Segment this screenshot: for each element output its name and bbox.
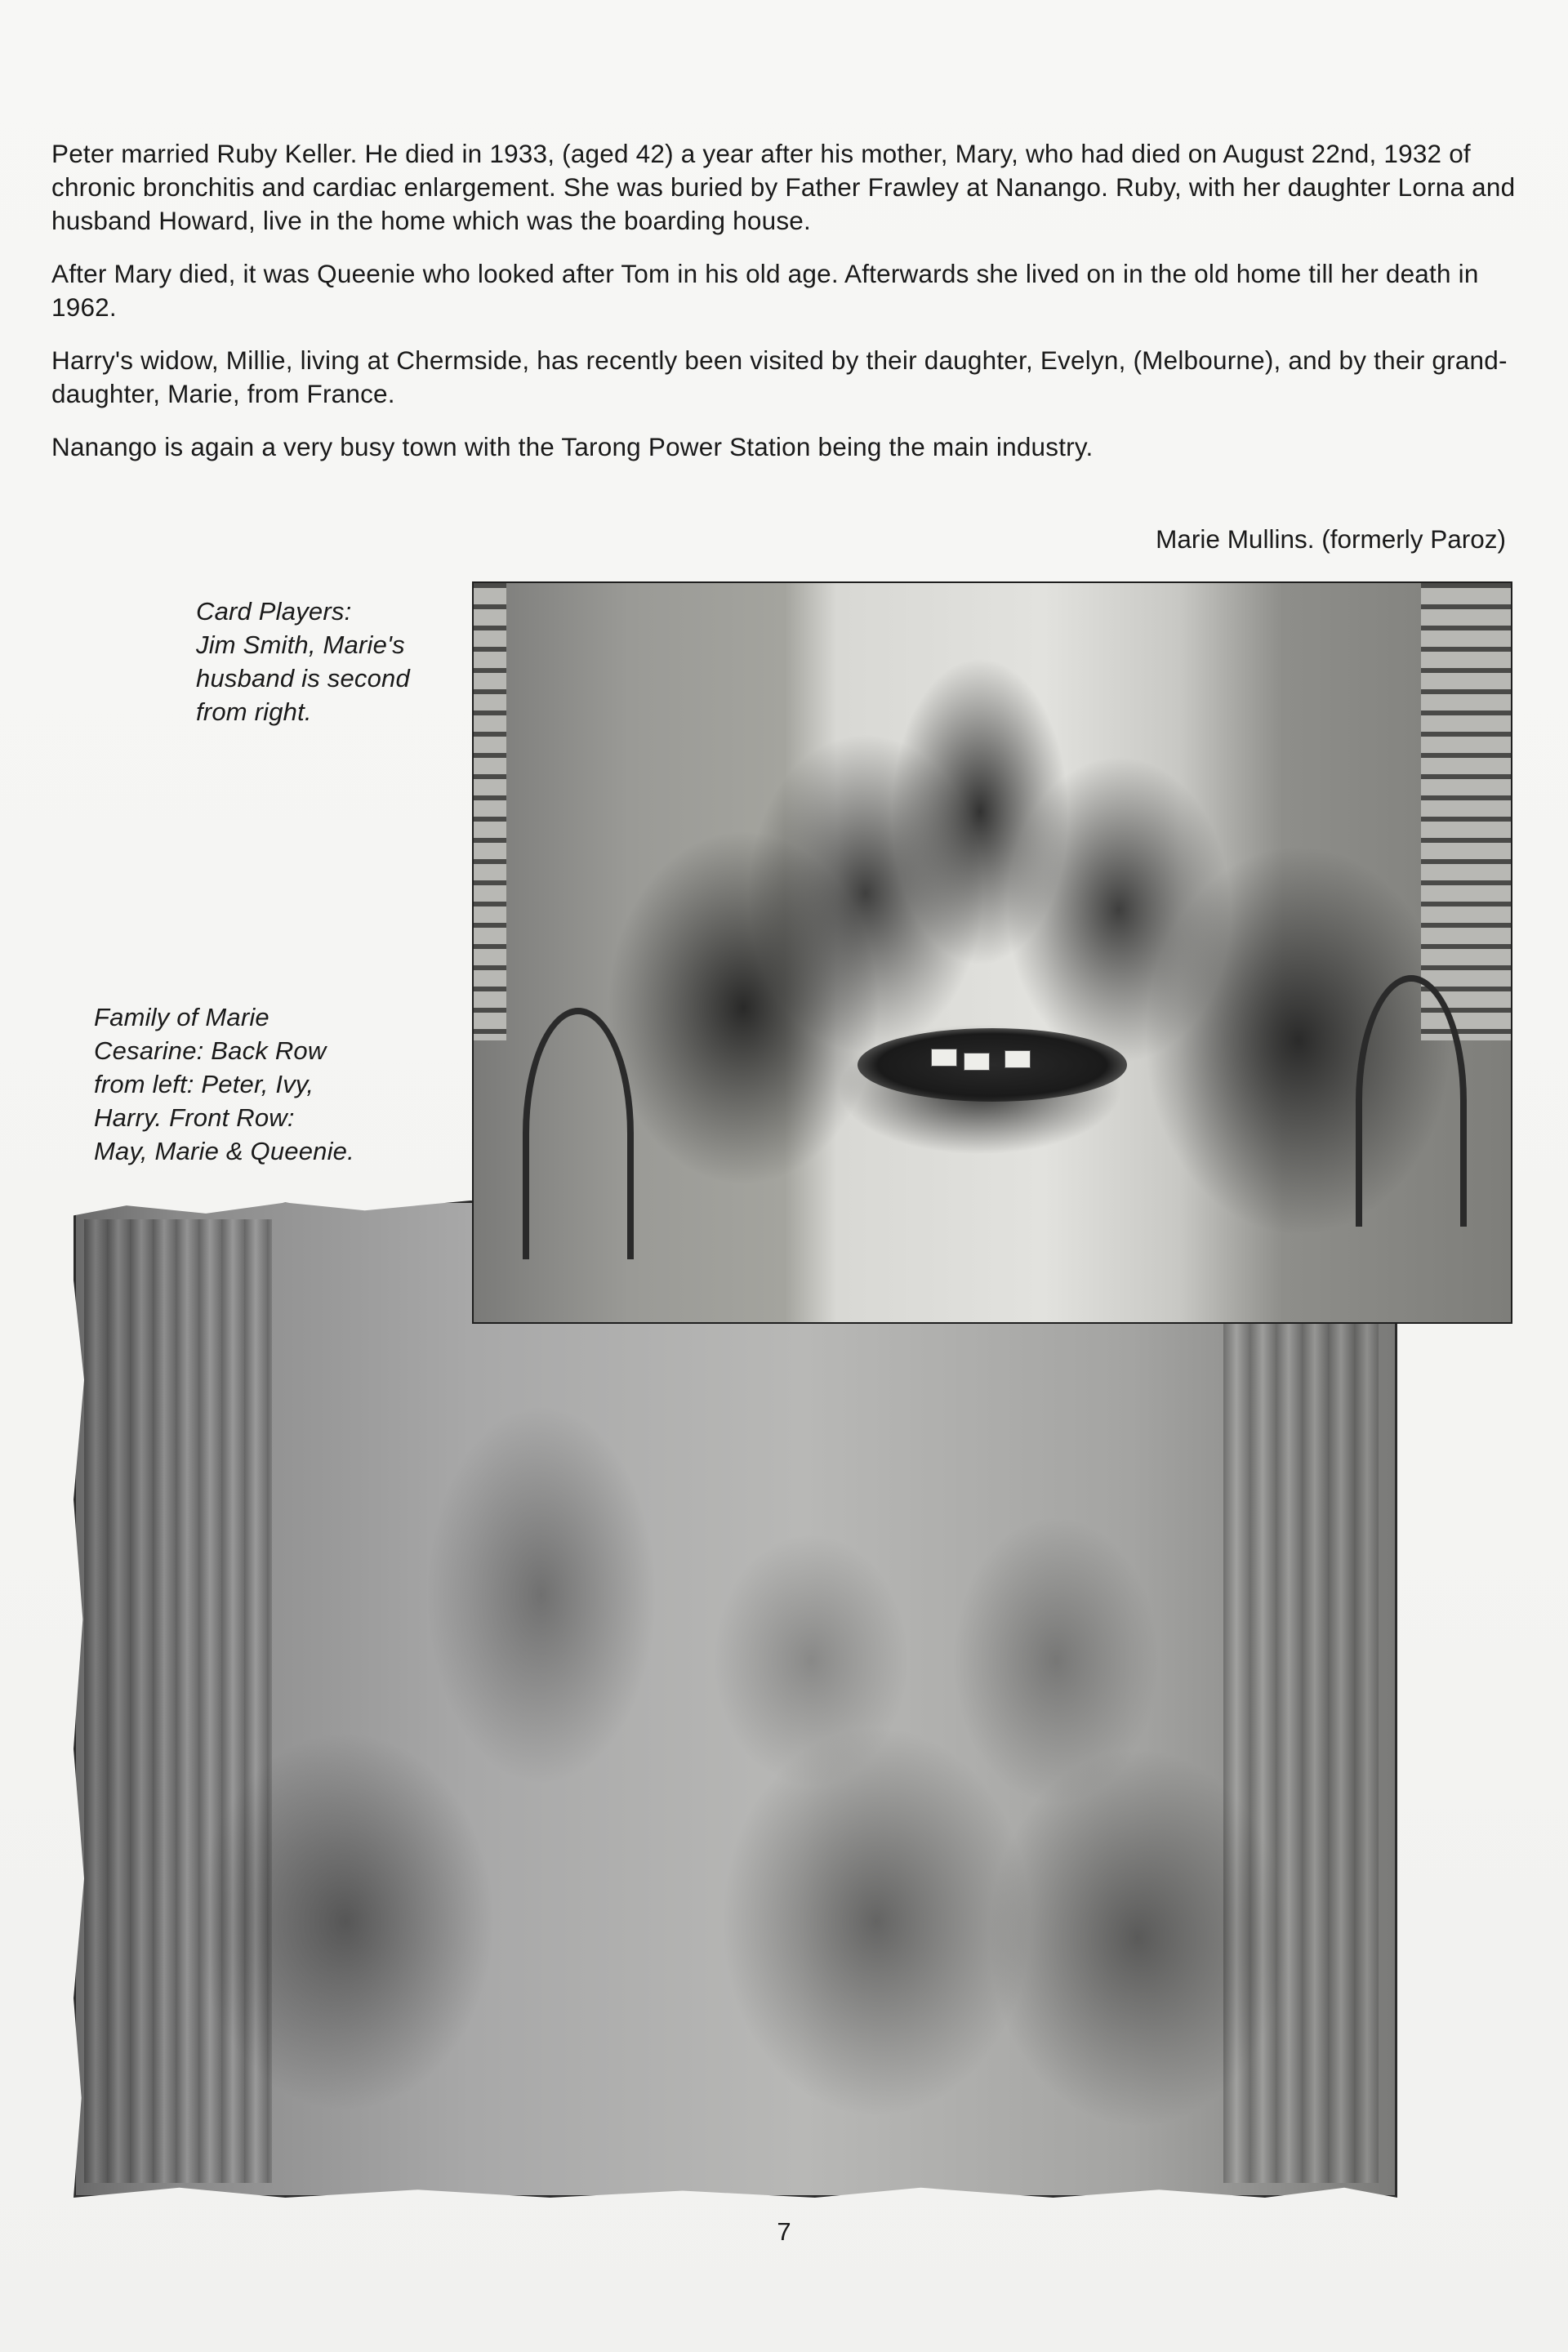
caption-line: husband is second (196, 664, 410, 693)
caption-line: Jim Smith, Marie's (196, 630, 405, 659)
chair-left (523, 1008, 634, 1259)
caption-line: Harry. Front Row: (94, 1103, 295, 1132)
card-table (858, 1028, 1127, 1102)
paragraph-nanango: Nanango is again a very busy town with the Tarong Power Station being the main industry. (51, 432, 1094, 461)
window-shutter-right (1421, 583, 1511, 1040)
page-number: 7 (777, 2217, 791, 2246)
family-photo (74, 1200, 1397, 2198)
curtain-left (84, 1219, 272, 2183)
chair-right (1356, 975, 1467, 1227)
card-players-photo (472, 581, 1512, 1324)
curtain-right (1223, 1203, 1379, 2183)
caption-line: Cesarine: Back Row (94, 1036, 327, 1065)
caption-line: from right. (196, 697, 312, 726)
family-caption (94, 1000, 421, 1168)
caption-line: May, Marie & Queenie. (94, 1137, 354, 1165)
paragraph-queenie: After Mary died, it was Queenie who looked after Tom in his old age. Afterwards she lived on in the old home till her death in 1962. (51, 259, 1479, 322)
caption-line: Card Players: (196, 597, 352, 626)
author-signature: Marie Mullins. (formerly Paroz) (1156, 524, 1506, 554)
caption-line: from left: Peter, Ivy, (94, 1070, 314, 1098)
paragraph-peter: Peter married Ruby Keller. He died in 1933, (aged 42) a year after his mother, Mary, who had died on August 22nd, 1932 of chronic bronchitis and cardiac enlargement. She was buried by Father Frawley at Nanango. Ruby, with her daughter Lorna and husband Howard, live in the home which was the boarding house. (51, 139, 1516, 235)
playing-card (931, 1049, 957, 1067)
playing-card (964, 1053, 990, 1071)
article-body (51, 137, 1538, 483)
paragraph-harry: Harry's widow, Millie, living at Chermside, has recently been visited by their daughter, Evelyn, (Melbourne), and by their grand-daughter, Marie, from France. (51, 345, 1508, 408)
window-shutter-left (474, 583, 506, 1040)
playing-card (1004, 1050, 1031, 1068)
caption-line: Family of Marie (94, 1003, 270, 1031)
card-players-caption (196, 595, 457, 728)
